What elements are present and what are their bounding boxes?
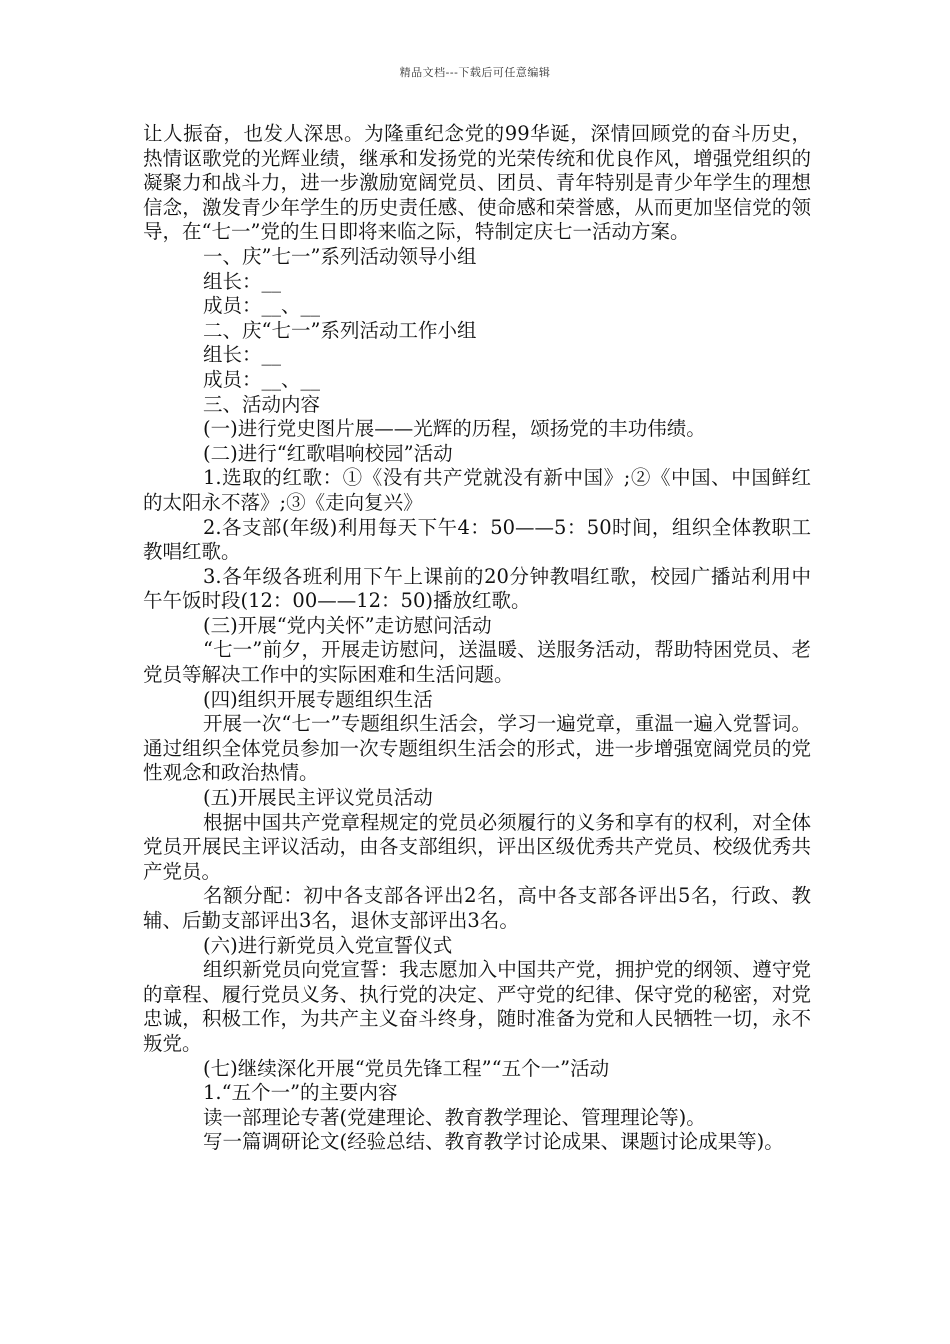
five-ones-item-read: 读一部理论专著(党建理论、教育教学理论、管理理论等)。 xyxy=(203,1105,706,1129)
organization-life-body: 开展一次“七一”专题组织生活会，学习一遍党章，重温一遍入党誓词。通过组织全体党员参加一次专题组织生活会的形式，进一步增强宽阔党员的党性观念和政治热情。 xyxy=(143,712,811,785)
section-heading-activities: 三、活动内容 xyxy=(203,392,321,416)
activity-heading-red-songs: (二)进行“红歌唱响校园”活动 xyxy=(203,441,453,465)
red-songs-item-1: 1.选取的红歌：①《没有共产党就没有新中国》;②《中国、中国鲜红的太阳永不落》;③《走向复兴》 xyxy=(143,466,811,514)
paragraph-intro: 让人振奋，也发人深思。为隆重纪念党的99华诞，深情回顾党的奋斗历史，热情讴歌党的光辉业绩，继承和发扬党的光荣传统和优良作风，增强党组织的凝聚力和战斗力，进一步激励宽阔党员、团员、青年特别是青少年学生的理想信念，激发青少年学生的历史责任感、使命感和荣誉感，从而更加坚信党的领导，在“七一”党的生日即将来临之际，特制定庆七一活动方案。 xyxy=(143,122,811,244)
activity-heading-oath-ceremony: (六)进行新党员入党宣誓仪式 xyxy=(203,933,453,957)
leader-line: 组长：__ xyxy=(203,269,282,293)
document-body xyxy=(143,122,811,1155)
red-songs-item-2: 2.各支部(年级)利用每天下午4：50——5：50时间，组织全体教职工教唱红歌。 xyxy=(143,515,811,564)
red-songs-item-3: 3.各年级各班利用下午上课前的20分钟教唱红歌，校园广播站利用中午午饭时段(12：00——12：50)播放红歌。 xyxy=(143,564,811,613)
section-heading-leadership-group: 一、庆”七一”系列活动领导小组 xyxy=(203,244,477,268)
members-line: 成员：__、__ xyxy=(203,294,321,318)
activity-heading-care-visits: (三)开展“党内关怀”走访慰问活动 xyxy=(203,613,492,637)
members-line: 成员：__、__ xyxy=(203,367,321,391)
care-visits-body: “七一”前夕，开展走访慰问，送温暖、送服务活动，帮助特困党员、老党员等解决工作中的实际困难和生活问题。 xyxy=(143,638,811,687)
page-header: 精品文档---下载后可任意编辑 xyxy=(399,66,551,79)
quota-allocation: 名额分配：初中各支部各评出2名，高中各支部各评出5名，行政、教辅、后勤支部评出3名，退休支部评出3名。 xyxy=(143,884,811,932)
democratic-review-body: 根据中国共产党章程规定的党员必须履行的义务和享有的权利，对全体党员开展民主评议活动，由各支部组织，评出区级优秀共产党员、校级优秀共产党员。 xyxy=(143,810,811,883)
section-heading-working-group: 二、庆“七一”系列活动工作小组 xyxy=(203,318,477,342)
oath-body: 组织新党员向党宣誓：我志愿加入中国共产党，拥护党的纲领、遵守党的章程、履行党员义务、执行党的决定、严守党的纪律、保守党的秘密，对党忠诚，积极工作，为共产主义奋斗终身，随时准备为党和人民牺牲一切，永不叛党。 xyxy=(143,958,811,1055)
five-ones-heading: 1.“五个一”的主要内容 xyxy=(203,1081,398,1105)
activity-heading-pioneer-project: (七)继续深化开展“党员先锋工程”“五个一”活动 xyxy=(203,1056,610,1080)
five-ones-item-write: 写一篇调研论文(经验总结、教育教学讨论成果、课题讨论成果等)。 xyxy=(203,1130,784,1154)
activity-heading-organization-life: (四)组织开展专题组织生活 xyxy=(203,687,433,711)
leader-line: 组长：__ xyxy=(203,343,282,367)
activity-heading-photo-exhibition: (一)进行党史图片展——光辉的历程，颂扬党的丰功伟绩。 xyxy=(203,417,706,441)
activity-heading-democratic-review: (五)开展民主评议党员活动 xyxy=(203,786,433,810)
